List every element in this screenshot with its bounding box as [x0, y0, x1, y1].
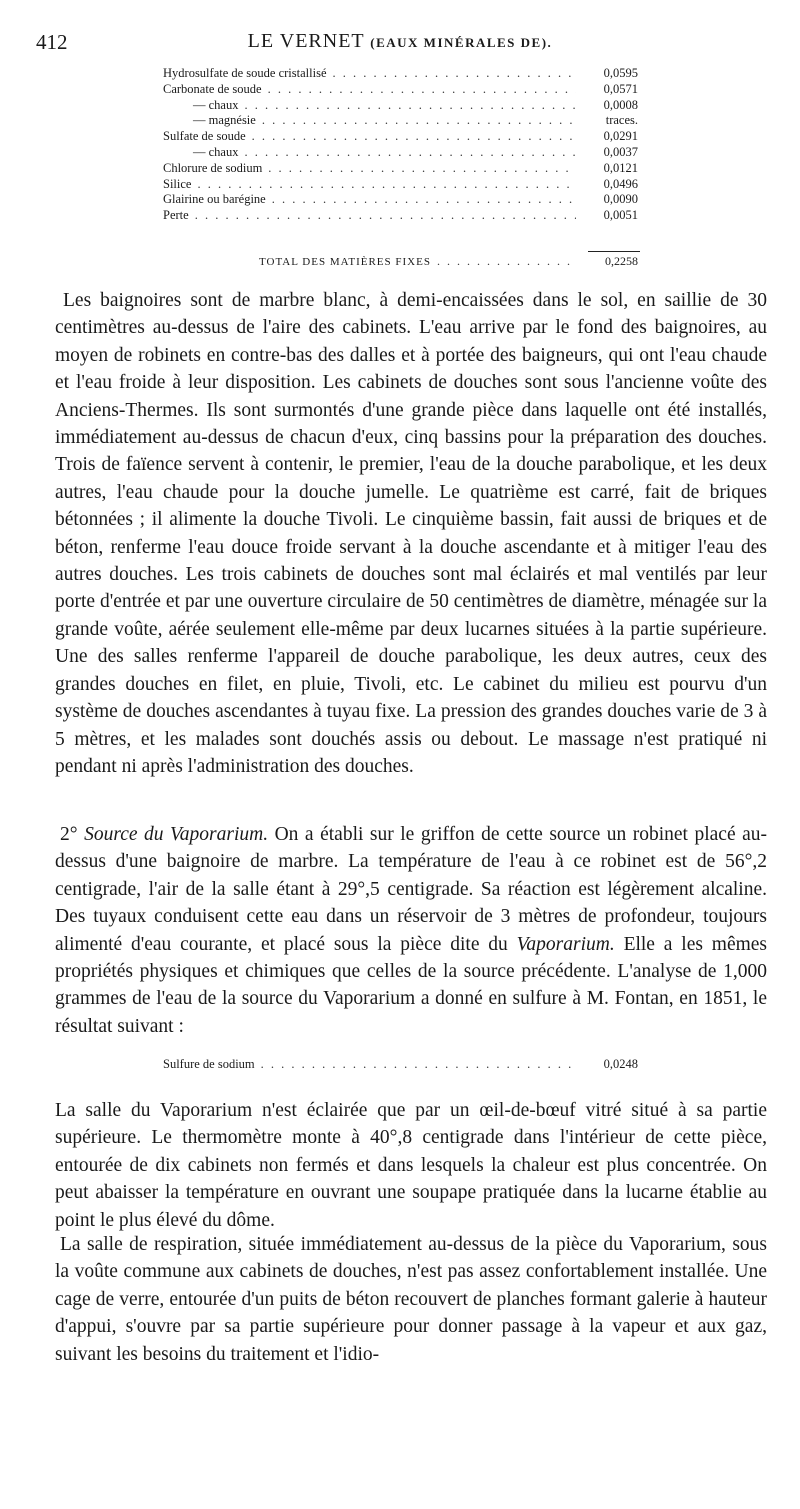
paragraph-salle-vaporarium: La salle du Vaporarium n'est éclairée que par un œil-de-bœuf vitré situé à sa partie supérieure. Le thermomètre monte à 40°,8 centigrade dans l'intérieur de cette pièce, entourée de dix cabinets non fermés et dans lesquels la chaleur est plus concentrée. On peut abaisser la température en ouvrant une soupape pratiquée dans la lucarne établie au point le plus élevé du dôme.: [55, 1100, 767, 1231]
total-label: TOTAL DES MATIÈRES FIXES: [259, 256, 431, 268]
total-value: 0,2258: [605, 254, 638, 268]
table-row: Perte . . . 0,0051: [163, 208, 638, 224]
sulfure-line: Sulfure de sodium . . . 0,0248: [163, 1057, 638, 1073]
table-row: Hydrosulfate de soude cristallisé . . . 0,0595: [163, 66, 638, 82]
table-row: — chaux . . . 0,0037: [163, 145, 638, 161]
paragraph-baignoires: Les baignoires sont de marbre blanc, à demi-encaissées dans le sol, en saillie de 30 centimètres au-dessus de l'aire des cabinets. L'eau arrive par le fond des baignoires, au moyen de robinets en contre-bas des dalles et à portée des baigneurs, qui ont l'eau chaude et l'eau froide à leur disposition. Les cabinets de douches sont sous l'ancienne voûte des Anciens-Thermes. Ils sont surmontés d'une grande pièce dans laquelle ont été installés, immédiatement au-dessus de chacun d'eux, cinq bassins pour la préparation des douches. Trois de faïence servent à contenir, le premier, l'eau de la douche parabolique, et les deux autres, l'eau chaude pour la douche jumelle. Le quatrième est carré, fait de briques bétonnées ; il alimente la douche Tivoli. Le cinquième bassin, fait aussi de briques et de béton, renferme l'eau douce froide servant à la douche ascendante et à mitiger l'eau des autres douches. Les trois cabinets de douches sont mal éclairés et mal ventilés par leur porte d'entrée et par une ouverture circulaire de 50 centimètres de diamètre, ménagée sur la grande voûte, aérée seulement elle-même par deux lucarnes situées à la partie supérieure. Une des salles renferme l'appareil de douche parabolique, les deux autres, ceux des grandes douches en filet, en pluie, Tivoli, etc. Le cabinet du milieu est pourvu d'un système de douches ascendantes à tuyau fixe. La pression des grandes douches varie de 3 à 5 mètres, et les malades sont douchés assis ou debout. Le massage n'est pratiqué ni pendant ni après l'administration des douches.: [55, 290, 767, 777]
table-row: — magnésie . . . traces.: [163, 113, 638, 129]
table-row: Sulfate de soude . . . 0,0291: [163, 129, 638, 145]
page-number: 412: [36, 30, 68, 54]
table-row: Glairine ou barégine . . . 0,0090: [163, 192, 638, 208]
running-head-subtitle: (EAUX MINÉRALES DE).: [370, 35, 553, 50]
paragraph-salle-respiration: La salle de respiration, située immédiatement au-dessus de la pièce du Vaporarium, sous la voûte commune aux cabinets de douches, n'est pas assez confortablement installée. Une cage de verre, entourée d'un puits de béton recouvert de planches formant galerie à hauteur d'appui, s'ouvre par sa partie supérieure pour donner passage à la vapeur et aux gaz, suivant les besoins du traitement et l'idio-: [55, 1234, 767, 1365]
table-total: [163, 254, 638, 270]
table-row: Carbonate de soude . . . 0,0571: [163, 82, 638, 98]
table-row: — chaux . . . 0,0008: [163, 98, 638, 114]
table-row: Silice . . . 0,0496: [163, 177, 638, 193]
section-title: Source du Vaporarium.: [84, 824, 269, 845]
analysis-table: [163, 66, 638, 224]
paragraph-vaporarium: 2° Source du Vaporarium. On a établi sur le griffon de cette source un robinet placé au-dessus d'une baignoire de marbre. La température de l'eau à ce robinet est de 56°,2 centigrade, l'air de la salle étant à 29°,5 centigrade. Sa réaction est légèrement alcaline. Des tuyaux conduisent cette eau dans un réservoir de 3 mètres de profondeur, toujours alimenté d'eau courante, et placé sous la pièce dite du Vaporarium. Elle a les mêmes propriétés physiques et chimiques que celles de la source précédente. L'analyse de 1,000 grammes de l'eau de la source du Vaporarium a donné en sulfure à M. Fontan, en 1851, le résultat suivant :: [55, 824, 768, 1037]
page-header: [36, 30, 764, 56]
section-number: 2°: [60, 824, 78, 845]
total-rule: [588, 251, 640, 252]
table-row: Chlorure de sodium . . . 0,0121: [163, 161, 638, 177]
running-head: [36, 30, 764, 53]
running-head-title: LE VERNET: [247, 30, 365, 52]
